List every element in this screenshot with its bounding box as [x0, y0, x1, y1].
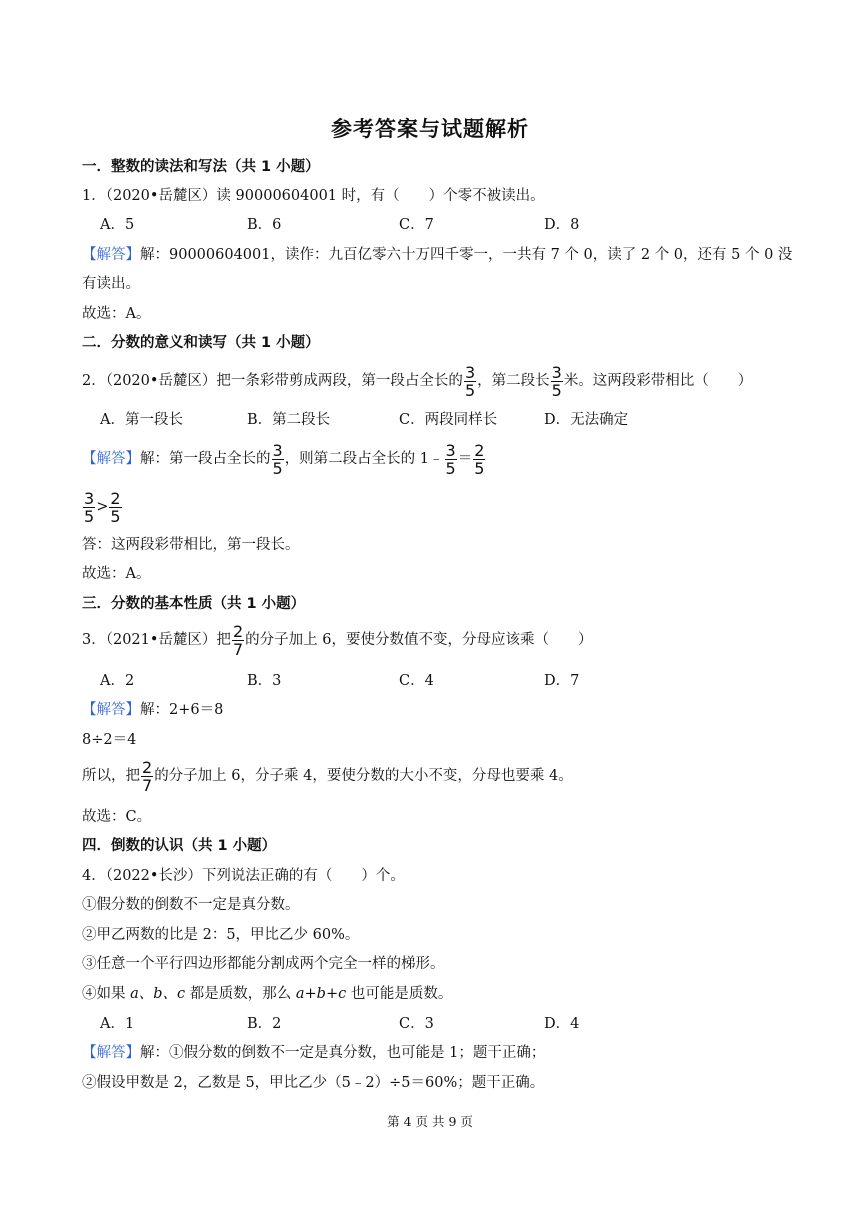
question-3 [82, 621, 592, 659]
answer-4-line-1: 解：①假分数的倒数不一定是真分数，也可能是 1；题干正确； [140, 1045, 546, 1061]
fraction: $\frac{3}{5}$ [445, 440, 456, 478]
answer-3-text-a: 所以，把 [82, 768, 140, 784]
q1-option-a: A．5 [100, 217, 135, 233]
fraction: $\frac{2}{7}$ [232, 621, 244, 659]
answer-4 [82, 1043, 545, 1063]
section-heading-1: 一．整数的读法和写法（共 1 小题） [82, 159, 320, 175]
answer-2-text-a: 解：第一段占全长的 [140, 451, 271, 467]
q1-option-d: D．8 [544, 217, 580, 233]
q2-text-c: 米。这两段彩带相比（ ） [563, 373, 753, 389]
fraction: $\frac{3}{5}$ [272, 440, 283, 478]
fraction: $\frac{2}{7}$ [142, 757, 153, 795]
answer-4-line-2: ②假设甲数是 2，乙数是 5，甲比乙少（5﹣2）÷5＝60%；题干正确。 [82, 1075, 545, 1091]
statement-4-text-b: 都是质数，那么 [185, 986, 296, 1002]
answer-3-line-1: 解：2+6＝8 [140, 702, 224, 718]
fraction: $\frac{3}{5}$ [84, 488, 95, 526]
answer-2-text-b: ，则第二段占全长的 1﹣ [284, 451, 444, 467]
answer-1 [82, 245, 792, 265]
section-heading-4: 四．倒数的认识（共 1 小题） [82, 838, 277, 854]
page-title: 参考答案与试题解析 [331, 117, 529, 141]
section-heading-2: 二．分数的意义和读写（共 1 小题） [82, 335, 320, 351]
q2-option-c: C．两段同样长 [399, 412, 498, 428]
q4-option-b: B．2 [247, 1016, 282, 1032]
q3-option-b: B．3 [247, 673, 282, 689]
comparison [82, 488, 123, 526]
answer-tag: 【解答】 [82, 702, 140, 718]
q4-option-c: C．3 [399, 1016, 434, 1032]
fraction: $\frac{3}{5}$ [464, 362, 476, 400]
statement-4-text-a: ④如果 [82, 986, 131, 1002]
greater-than-sign: > [96, 499, 109, 515]
conclusion-2: 答：这两段彩带相比，第一段长。 [82, 537, 300, 553]
statement-2: ②甲乙两数的比是 2：5，甲比乙少 60%。 [82, 927, 360, 943]
q1-option-c: C．7 [399, 217, 434, 233]
statement-1: ①假分数的倒数不一定是真分数。 [82, 897, 300, 913]
choice-3: 故选：C。 [82, 809, 152, 825]
statement-4-expr: a+b+c [295, 986, 347, 1002]
statement-4-text-c: 也可能是质数。 [346, 986, 453, 1002]
q2-option-b: B．第二段长 [247, 412, 331, 428]
q1-option-b: B．6 [247, 217, 282, 233]
statement-4-vars: a、b、c [130, 986, 186, 1002]
q3-option-d: D．7 [544, 673, 580, 689]
answer-2 [82, 440, 486, 478]
equals-sign: ＝ [457, 451, 473, 467]
choice-1: 故选：A。 [82, 306, 151, 322]
page-footer: 第 4 页 共 9 页 [387, 1114, 473, 1129]
fraction: $\frac{2}{5}$ [110, 488, 121, 526]
answer-tag: 【解答】 [82, 1045, 140, 1061]
choice-2: 故选：A。 [82, 566, 151, 582]
question-4: 4．（2022•长沙）下列说法正确的有（ ）个。 [82, 868, 405, 884]
fraction: $\frac{2}{5}$ [474, 440, 485, 478]
question-2 [82, 362, 752, 400]
answer-3 [82, 700, 223, 720]
q2-text-b: ，第二段长 [477, 373, 550, 389]
answer-tag: 【解答】 [82, 247, 140, 263]
q2-option-d: D．无法确定 [544, 412, 629, 428]
answer-1-cont: 有读出。 [82, 276, 140, 292]
fraction: $\frac{3}{5}$ [551, 362, 562, 400]
q2-option-a: A．第一段长 [100, 412, 183, 428]
answer-3-line-2: 8÷2＝4 [82, 732, 137, 748]
answer-3-text-b: 的分子加上 6，分子乘 4，要使分数的大小不变，分母也要乘 4。 [154, 768, 573, 784]
q4-option-a: A．1 [100, 1016, 135, 1032]
answer-3-line-3 [82, 757, 573, 795]
q4-option-d: D．4 [544, 1016, 580, 1032]
q3-text-b: 的分子加上 6，要使分数值不变，分母应该乘（ ） [245, 632, 593, 648]
question-1: 1．（2020•岳麓区）读 90000604001 时，有（ ）个零不被读出。 [82, 188, 545, 204]
q3-option-a: A．2 [100, 673, 135, 689]
answer-1-text: 解：90000604001，读作：九百亿零六十万四千零一，一共有 7 个 0，读了 2 个 0，还有 5 个 0 没 [140, 247, 793, 263]
statement-4 [82, 984, 452, 1004]
q3-text-a: 3．（2021•岳麓区）把 [82, 632, 231, 648]
q2-text-a: 2．（2020•岳麓区）把一条彩带剪成两段，第一段占全长的 [82, 373, 463, 389]
section-heading-3: 三．分数的基本性质（共 1 小题） [82, 596, 306, 612]
answer-tag: 【解答】 [82, 451, 140, 467]
q3-option-c: C．4 [399, 673, 434, 689]
statement-3: ③任意一个平行四边形都能分割成两个完全一样的梯形。 [82, 956, 445, 972]
